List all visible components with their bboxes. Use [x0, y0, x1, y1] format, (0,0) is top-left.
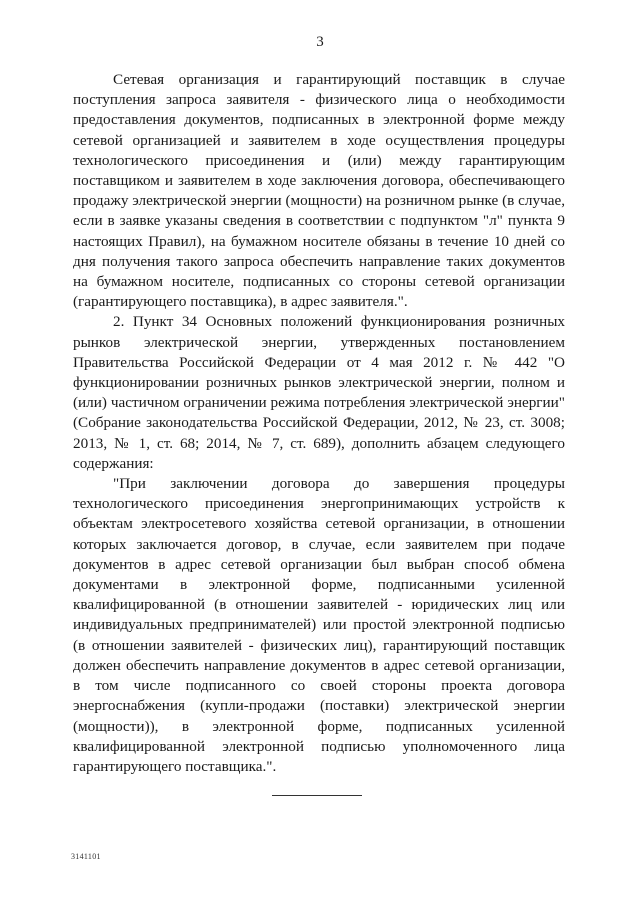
paragraph-network-organization-obligation: Сетевая организация и гарантирующий поставщик в случае поступления запроса заявителя - физического лица о необходимости предоставления документов, подписанных в электронной форме между сетевой организацией и заявителем в ходе осуществления процедуры технологического присоединения и (или) между гарантирующим поставщиком и заявителем в ходе заключения договора, обеспечивающего продажу электрической энергии (мощности) на розничном рынке (в случае, если в заявке указаны сведения в соответствии с подпунктом "л" пункта 9 настоящих Правил), на бумажном носителе обязаны в течение 10 дней со дня получения такого запроса обеспечить направление таких документов на бумажном носителе, подписанных со стороны сетевой организации (гарантирующего поставщика), в адрес заявителя.". [73, 71, 565, 311]
page-number: 3 [316, 34, 324, 50]
document-code: 3141101 [71, 852, 101, 861]
section-divider [272, 795, 362, 796]
paragraph-item-2-amendment: 2. Пункт 34 Основных положений функционирования розничных рынков электрической энергии, утвержденных постановлением Правительства Российской Федерации от 4 мая 2012 г. № 442 "О функционировании розничных рынков электрической энергии, полном и (или) частичном ограничении режима потребления электрической энергии" (Собрание законодательства Российской Федерации, 2012, № 23, ст. 3008; 2013, № 1, ст. 68; 2014, № 7, ст. 689), дополнить абзацем следующего содержания: [73, 313, 565, 472]
document-body [73, 70, 565, 777]
paragraph-quoted-addition: "При заключении договора до завершения процедуры технологического присоединения энергопринимающих устройств к объектам электросетевого хозяйства сетевой организации, в отношении которых заключается договор, в случае, если заявителем при подаче документов в адрес сетевой организации был выбран способ обмена документами в электронной форме, подписанными усиленной квалифицированной (в отношении заявителей - юридических лиц или индивидуальных предпринимателей) или простой электронной подписью (в отношении заявителей - физических лиц), гарантирующий поставщик должен обеспечить направление документов в адрес сетевой организации, в том числе подписанного со своей стороны проекта договора энергоснабжения (купли-продажи (поставки) электрической энергии (мощности)), в электронной форме, подписанных усиленной квалифицированной электронной подписью уполномоченного лица гарантирующего поставщика.". [73, 475, 565, 775]
